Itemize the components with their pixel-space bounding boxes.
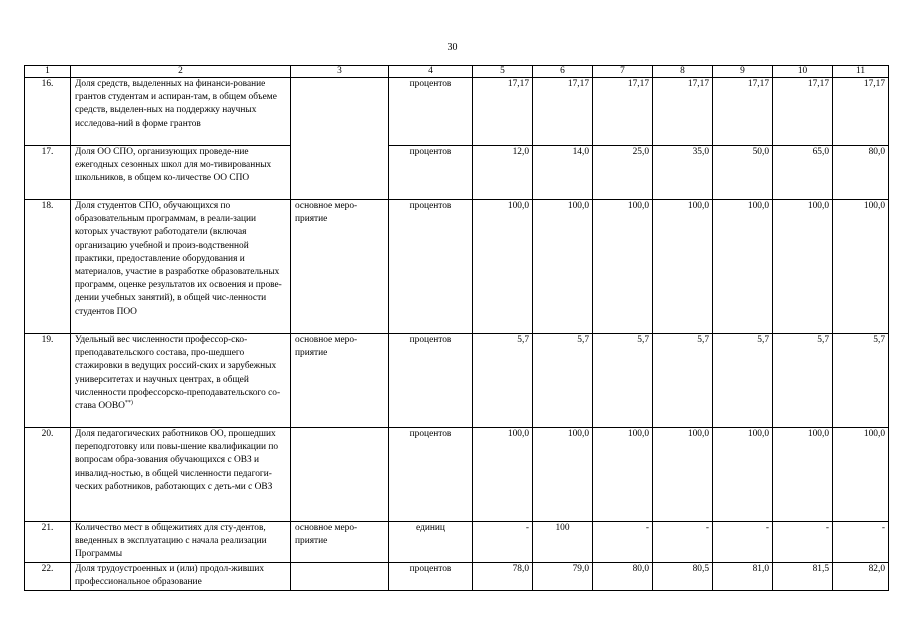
source-cell: основное меро-приятие [291, 334, 389, 428]
value-cell: 35,0 [653, 146, 713, 200]
indicators-table [24, 65, 889, 591]
unit-cell: единиц [389, 522, 473, 563]
value-cell: 100 [533, 522, 593, 563]
value-cell: 100,0 [473, 428, 533, 522]
value-cell: - [473, 522, 533, 563]
indicator-name: Количество мест в общежитиях для сту-дентов, введенных в эксплуатацию с начала реализации Программы [71, 522, 291, 563]
unit-cell: процентов [389, 146, 473, 200]
source-cell [291, 78, 389, 200]
value-cell: 17,17 [833, 78, 889, 146]
value-cell: 82,0 [833, 563, 889, 591]
unit-cell: процентов [389, 563, 473, 591]
row-number: 22. [25, 563, 71, 591]
value-cell: 17,17 [773, 78, 833, 146]
header-cell: 5 [473, 66, 533, 78]
value-cell: - [593, 522, 653, 563]
unit-cell: процентов [389, 428, 473, 522]
source-cell: основное меро-приятие [291, 200, 389, 334]
header-row [25, 66, 889, 78]
value-cell: 80,0 [593, 563, 653, 591]
header-cell: 8 [653, 66, 713, 78]
header-cell: 1 [25, 66, 71, 78]
indicator-name: Доля трудоустроенных и (или) продол-живших профессиональное образование [71, 563, 291, 591]
value-cell: 5,7 [533, 334, 593, 428]
header-cell: 6 [533, 66, 593, 78]
value-cell: 5,7 [473, 334, 533, 428]
unit-cell: процентов [389, 334, 473, 428]
value-cell: 17,17 [593, 78, 653, 146]
value-cell: 50,0 [713, 146, 773, 200]
value-cell: - [713, 522, 773, 563]
value-cell: 81,0 [713, 563, 773, 591]
value-cell: 17,17 [653, 78, 713, 146]
value-cell: 100,0 [713, 428, 773, 522]
header-cell: 11 [833, 66, 889, 78]
table-row [25, 563, 889, 591]
table-row [25, 334, 889, 428]
header-cell: 7 [593, 66, 653, 78]
value-cell: - [773, 522, 833, 563]
value-cell: 100,0 [833, 200, 889, 334]
header-cell: 4 [389, 66, 473, 78]
indicator-name: Доля студентов СПО, обучающихся по образовательным программам, в реали-зации которых участвуют работодатели (включая организацию учебной и произ-водственной практики, предоставление оборудования и материалов, участие в разработке образовательных программ, оценке результатов их освоения и прове-дении учебных занятий), в общей чис-ленности студентов ПОО [71, 200, 291, 334]
row-number: 20. [25, 428, 71, 522]
value-cell: 5,7 [773, 334, 833, 428]
value-cell: 65,0 [773, 146, 833, 200]
value-cell: 14,0 [533, 146, 593, 200]
value-cell: 100,0 [653, 200, 713, 334]
table-row [25, 200, 889, 334]
indicator-name-text: Удельный вес численности профессор-ско-преподавательского состава, про-шедшего стажировки в ведущих россий-ских и зарубежных университетах и научных центрах, в общей численности профессорско-преподавательского со-става ООВО [75, 335, 281, 412]
value-cell: 100,0 [533, 200, 593, 334]
value-cell: 17,17 [473, 78, 533, 146]
value-cell: 100,0 [533, 428, 593, 522]
value-cell: 100,0 [773, 428, 833, 522]
value-cell: 81,5 [773, 563, 833, 591]
value-cell: - [833, 522, 889, 563]
value-cell: 80,5 [653, 563, 713, 591]
value-cell: 78,0 [473, 563, 533, 591]
header-cell: 2 [71, 66, 291, 78]
value-cell: 100,0 [473, 200, 533, 334]
indicator-name: Доля педагогических работников ОО, прошедших переподготовку или повы-шение квалификации по вопросам обра-зования обучающихся с ОВЗ и инвалид-ностью, в общей численности педагоги-ческих работников, работающих с деть-ми с ОВЗ [71, 428, 291, 522]
value-cell: 5,7 [833, 334, 889, 428]
unit-cell: процентов [389, 200, 473, 334]
indicator-name: Доля ОО СПО, организующих проведе-ние ежегодных сезонных школ для мо-тивированных школьников, в общем ко-личестве ОО СПО [71, 146, 291, 200]
table-row [25, 146, 889, 200]
table-row [25, 78, 889, 146]
indicator-name [71, 334, 291, 428]
unit-cell: процентов [389, 78, 473, 146]
row-number: 21. [25, 522, 71, 563]
source-cell: основное меро-приятие [291, 522, 389, 563]
value-cell: 100,0 [833, 428, 889, 522]
source-cell [291, 428, 389, 522]
value-cell: 100,0 [653, 428, 713, 522]
row-number: 16. [25, 78, 71, 146]
header-cell: 9 [713, 66, 773, 78]
row-number: 19. [25, 334, 71, 428]
footnote-mark: **) [124, 399, 133, 406]
value-cell: - [653, 522, 713, 563]
value-cell: 17,17 [713, 78, 773, 146]
value-cell: 100,0 [773, 200, 833, 334]
source-cell [291, 563, 389, 591]
value-cell: 100,0 [713, 200, 773, 334]
value-cell: 5,7 [713, 334, 773, 428]
table-row [25, 428, 889, 522]
value-cell: 12,0 [473, 146, 533, 200]
page-number: 30 [447, 42, 458, 53]
row-number: 18. [25, 200, 71, 334]
value-cell: 79,0 [533, 563, 593, 591]
value-cell: 100,0 [593, 428, 653, 522]
value-cell: 17,17 [533, 78, 593, 146]
value-cell: 5,7 [653, 334, 713, 428]
value-cell: 100,0 [593, 200, 653, 334]
table-row [25, 522, 889, 563]
value-cell: 80,0 [833, 146, 889, 200]
header-cell: 3 [291, 66, 389, 78]
value-cell: 5,7 [593, 334, 653, 428]
row-number: 17. [25, 146, 71, 200]
header-cell: 10 [773, 66, 833, 78]
value-cell: 25,0 [593, 146, 653, 200]
indicator-name: Доля средств, выделенных на финанси-рование грантов студентам и аспиран-там, в общем объеме средств, выделен-ных на поддержку научных исследова-ний в форме грантов [71, 78, 291, 146]
